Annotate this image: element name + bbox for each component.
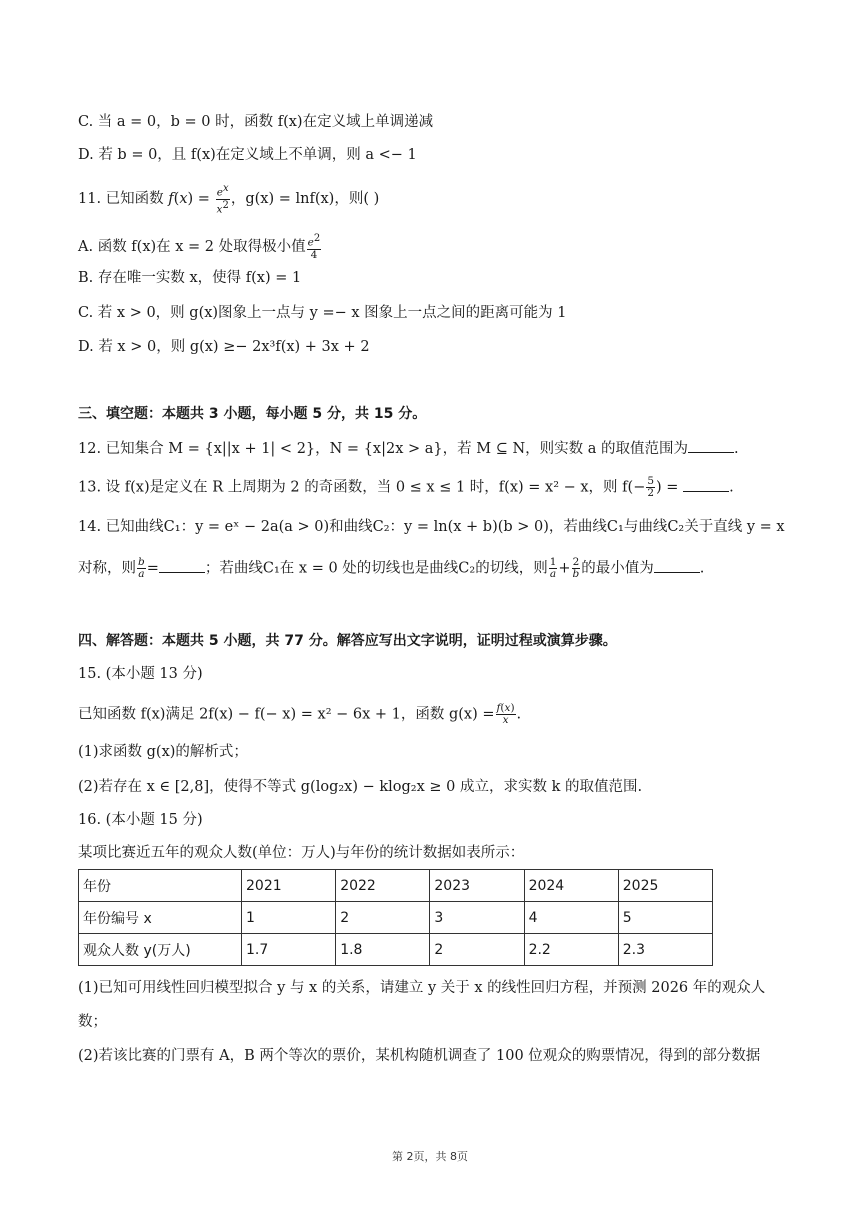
q11-option-d: D. 若 x > 0，则 g(x) ≥− 2x³f(x) + 3x + 2: [78, 339, 370, 355]
q14-text-a: 对称，则: [78, 560, 136, 577]
q11-option-a: A. 函数 f(x)在 x = 2 处取得极小值 $\frac{e^2}{4}$: [78, 233, 321, 261]
q14-text-c: 的最小值为: [581, 560, 654, 577]
section3-heading: 三、填空题：本题共 3 小题，每小题 5 分，共 15 分。: [78, 406, 427, 422]
q14-line1: 14. 已知曲线C₁：y = eˣ − 2a(a > 0)和曲线C₂：y = ln(x + b)(b > 0)，若曲线C₁与曲线C₂关于直线 y = x: [78, 519, 785, 535]
table-cell: 2023: [430, 870, 524, 902]
table-cell: 5: [618, 902, 712, 934]
q16-part1-line2: 数；: [78, 1014, 107, 1030]
q16-part1-line1: (1)已知可用线性回归模型拟合 y 与 x 的关系，请建立 y 关于 x 的线性回归方程，并预测 2026 年的观众人: [78, 980, 766, 996]
q10-option-c: C. 当 a = 0，b = 0 时，函数 f(x)在定义域上单调递减: [78, 114, 434, 130]
q16-stem: 某项比赛近五年的观众人数(单位：万人)与年份的统计数据如表所示：: [78, 845, 525, 861]
table-row: [79, 870, 713, 902]
q11-stem: 11. 已知函数 f(x) = $\frac{e^x}{x^2}$ ，g(x) = lnf(x)，则( ): [78, 183, 380, 215]
q11-option-a-text: A. 函数 f(x)在 x = 2 处取得极小值: [78, 238, 306, 255]
table-cell: 4: [524, 902, 618, 934]
q10-option-d: D. 若 b = 0，且 f(x)在定义域上不单调，则 a <− 1: [78, 147, 417, 163]
table-cell: 2025: [618, 870, 712, 902]
q15-part1: (1)求函数 g(x)的解析式；: [78, 744, 248, 760]
q11-stem-prefix: 11. 已知函数: [78, 191, 169, 207]
table-cell: 2: [430, 934, 524, 966]
q12: 12. 已知集合 M = {x||x + 1| < 2}，N = {x|2x > a}，若 M ⊆ N，则实数 a 的取值范围为 .: [78, 438, 739, 459]
table-cell: 年份: [79, 870, 242, 902]
q11-stem-suffix: ，g(x) = lnf(x)，则( ): [230, 191, 380, 207]
q12-text: 12. 已知集合 M = {x||x + 1| < 2}，N = {x|2x > a}，若 M ⊆ N，则实数 a 的取值范围为: [78, 441, 688, 457]
table-cell: 1.8: [336, 934, 430, 966]
q14-answer-blank-1: [159, 558, 205, 573]
q13-text: 13. 设 f(x)是定义在 R 上周期为 2 的奇函数，当 0 ≤ x ≤ 1 时，f(x) = x² − x，则 f(−: [78, 479, 646, 496]
q15-part2: (2)若存在 x ∈ [2,8]，使得不等式 g(log₂x) − klog₂x ≥ 0 成立，求实数 k 的取值范围.: [78, 779, 643, 795]
q13: 13. 设 f(x)是定义在 R 上周期为 2 的奇函数，当 0 ≤ x ≤ 1 时，f(x) = x² − x，则 f(− $\frac{5}{2}$ ) = .: [78, 475, 734, 499]
table-cell: 2.3: [618, 934, 712, 966]
table-row: [79, 934, 713, 966]
q13-answer-blank: [683, 477, 729, 492]
q15-stem: 已知函数 f(x)满足 2f(x) − f(− x) = x² − 6x + 1，函数 g(x) = $\frac{f(x)}{x}$ .: [78, 702, 522, 726]
table-cell: 1.7: [242, 934, 336, 966]
table-cell: 2021: [242, 870, 336, 902]
table-cell: 2.2: [524, 934, 618, 966]
q11-option-b: B. 存在唯一实数 x，使得 f(x) = 1: [78, 270, 302, 286]
q15-title: 15. (本小题 13 分): [78, 666, 203, 682]
table-cell: 1: [242, 902, 336, 934]
q16-part2: (2)若该比赛的门票有 A，B 两个等次的票价，某机构随机调查了 100 位观众的购票情况，得到的部分数据: [78, 1048, 761, 1064]
q16-title: 16. (本小题 15 分): [78, 812, 203, 828]
q14-line2: 对称，则 $\frac{b}{a}$ = ；若曲线C₁在 x = 0 处的切线也是曲线C₂的切线，则 $\frac{1}{a}$ + $\frac{2}{b}$ 的最小值为 .: [78, 556, 705, 580]
q14-text-b: ；若曲线C₁在 x = 0 处的切线也是曲线C₂的切线，则: [204, 560, 548, 577]
data-table: [78, 869, 713, 966]
table-cell: 2: [336, 902, 430, 934]
q15-stem-text: 已知函数 f(x)满足 2f(x) − f(− x) = x² − 6x + 1，函数 g(x) =: [78, 706, 495, 723]
table-cell: 2024: [524, 870, 618, 902]
table-row: [79, 902, 713, 934]
page-footer: 第 2页，共 8页: [392, 1150, 468, 1163]
q11-fraction: $\frac{e^x}{x^2}$: [216, 183, 229, 215]
section4-heading: 四、解答题：本题共 5 小题，共 77 分。解答应写出文字说明，证明过程或演算步骤。: [78, 633, 617, 649]
table-cell: 年份编号 x: [79, 902, 242, 934]
q12-answer-blank: [688, 438, 734, 453]
q11-option-c: C. 若 x > 0，则 g(x)图象上一点与 y =− x 图象上一点之间的距离可能为 1: [78, 305, 567, 321]
table-cell: 观众人数 y(万人): [79, 934, 242, 966]
table-cell: 2022: [336, 870, 430, 902]
table-cell: 3: [430, 902, 524, 934]
q14-answer-blank-2: [654, 558, 700, 573]
